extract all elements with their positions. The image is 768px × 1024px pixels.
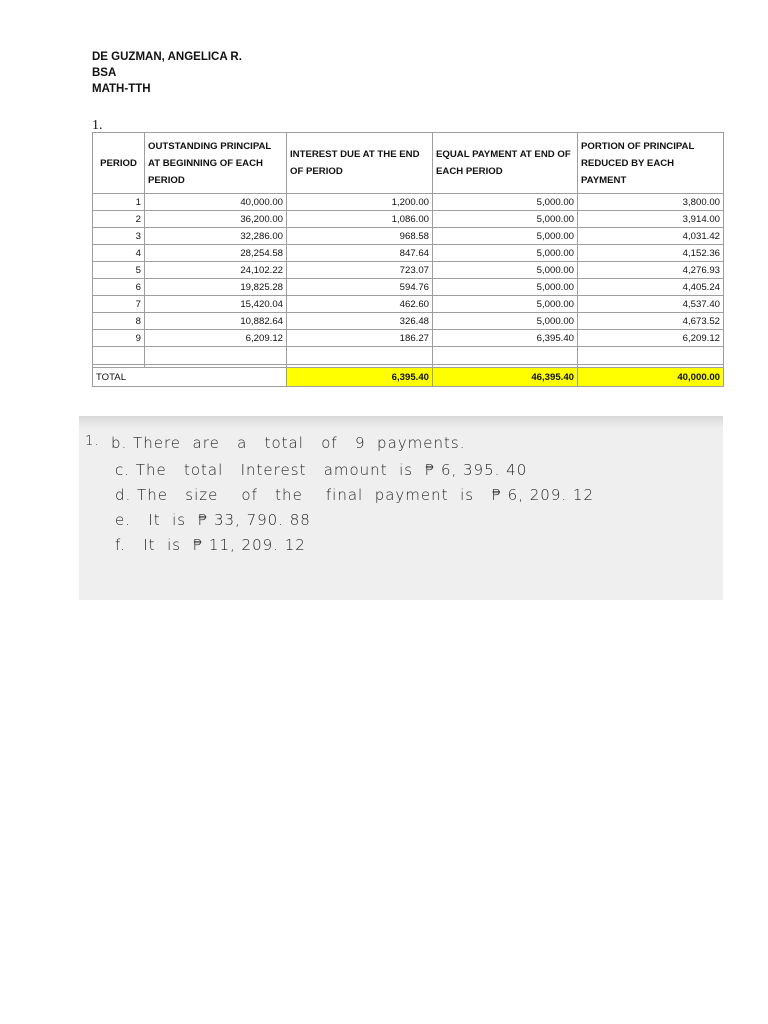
table-body: [93, 194, 724, 347]
cell-interest: 186.27: [287, 330, 433, 347]
cell-payment: 5,000.00: [433, 245, 578, 262]
cell-principal-reduced: 4,031.42: [578, 228, 724, 245]
total-payment: 46,395.40: [433, 368, 578, 387]
table-header-row: [93, 133, 724, 194]
student-subject: MATH-TTH: [92, 83, 151, 95]
cell-outstanding-principal: 36,200.00: [145, 211, 287, 228]
answer-d: d. The size of the final payment is ₱ 6, 209. 12: [115, 486, 595, 504]
cell-payment: 5,000.00: [433, 194, 578, 211]
cell-interest: 1,086.00: [287, 211, 433, 228]
cell-principal-reduced: 4,276.93: [578, 262, 724, 279]
answer-c: c. The total Interest amount is ₱ 6, 395. 40: [115, 461, 528, 479]
table-row: [93, 313, 724, 330]
header-principal-reduced: PORTION OF PRINCIPAL REDUCED BY EACH PAYMENT: [578, 133, 724, 194]
header-period: PERIOD: [93, 133, 145, 194]
cell-payment: 5,000.00: [433, 313, 578, 330]
student-name: DE GUZMAN, ANGELICA R.: [92, 51, 242, 63]
table-row: [93, 279, 724, 296]
handwritten-answers-photo: [79, 416, 723, 600]
cell-payment: 5,000.00: [433, 211, 578, 228]
cell-interest: 326.48: [287, 313, 433, 330]
cell-interest: 847.64: [287, 245, 433, 262]
amortization-table-wrapper: [92, 132, 724, 387]
cell-principal-reduced: 3,800.00: [578, 194, 724, 211]
cell-interest: 723.07: [287, 262, 433, 279]
question-number: 1.: [92, 118, 103, 133]
cell-payment: 5,000.00: [433, 228, 578, 245]
cell-interest: 462.60: [287, 296, 433, 313]
cell-period: 8: [93, 313, 145, 330]
cell-period: 9: [93, 330, 145, 347]
cell-principal-reduced: 4,673.52: [578, 313, 724, 330]
paper-edge-shadow: [79, 416, 723, 428]
cell-period: 6: [93, 279, 145, 296]
total-interest: 6,395.40: [287, 368, 433, 387]
student-header: [92, 49, 242, 97]
cell-interest: 1,200.00: [287, 194, 433, 211]
cell-interest: 968.58: [287, 228, 433, 245]
cell-payment: 5,000.00: [433, 279, 578, 296]
cell-outstanding-principal: 40,000.00: [145, 194, 287, 211]
amortization-table: [92, 132, 724, 387]
table-row: [93, 296, 724, 313]
cell-period: 4: [93, 245, 145, 262]
answer-b: b. There are a total of 9 payments.: [111, 434, 466, 452]
cell-outstanding-principal: 6,209.12: [145, 330, 287, 347]
cell-period: 7: [93, 296, 145, 313]
cell-outstanding-principal: 15,420.04: [145, 296, 287, 313]
answer-e: e. It is ₱ 33, 790. 88: [115, 511, 311, 529]
cell-period: 1: [93, 194, 145, 211]
cell-principal-reduced: 6,209.12: [578, 330, 724, 347]
cell-principal-reduced: 3,914.00: [578, 211, 724, 228]
cell-period: 3: [93, 228, 145, 245]
cell-outstanding-principal: 28,254.58: [145, 245, 287, 262]
total-label: TOTAL: [93, 368, 287, 387]
answer-f: f. It is ₱ 11, 209. 12: [115, 536, 306, 554]
cell-outstanding-principal: 24,102.22: [145, 262, 287, 279]
header-equal-payment: EQUAL PAYMENT AT END OF EACH PERIOD: [433, 133, 578, 194]
table-row: [93, 194, 724, 211]
table-row: [93, 211, 724, 228]
cell-principal-reduced: 4,537.40: [578, 296, 724, 313]
blank-row: [93, 347, 724, 365]
table-row: [93, 330, 724, 347]
cell-principal-reduced: 4,405.24: [578, 279, 724, 296]
total-row: [93, 368, 724, 387]
cell-payment: 5,000.00: [433, 262, 578, 279]
handwritten-number: 1.: [85, 434, 100, 449]
cell-period: 2: [93, 211, 145, 228]
cell-outstanding-principal: 32,286.00: [145, 228, 287, 245]
header-interest-due: INTEREST DUE AT THE END OF PERIOD: [287, 133, 433, 194]
cell-interest: 594.76: [287, 279, 433, 296]
student-course: BSA: [92, 67, 117, 79]
cell-outstanding-principal: 10,882.64: [145, 313, 287, 330]
total-principal: 40,000.00: [578, 368, 724, 387]
cell-period: 5: [93, 262, 145, 279]
cell-outstanding-principal: 19,825.28: [145, 279, 287, 296]
cell-principal-reduced: 4,152.36: [578, 245, 724, 262]
table-row: [93, 262, 724, 279]
cell-payment: 5,000.00: [433, 296, 578, 313]
table-row: [93, 228, 724, 245]
header-outstanding-principal: OUTSTANDING PRINCIPAL AT BEGINNING OF EACH PERIOD: [145, 133, 287, 194]
table-row: [93, 245, 724, 262]
cell-payment: 6,395.40: [433, 330, 578, 347]
